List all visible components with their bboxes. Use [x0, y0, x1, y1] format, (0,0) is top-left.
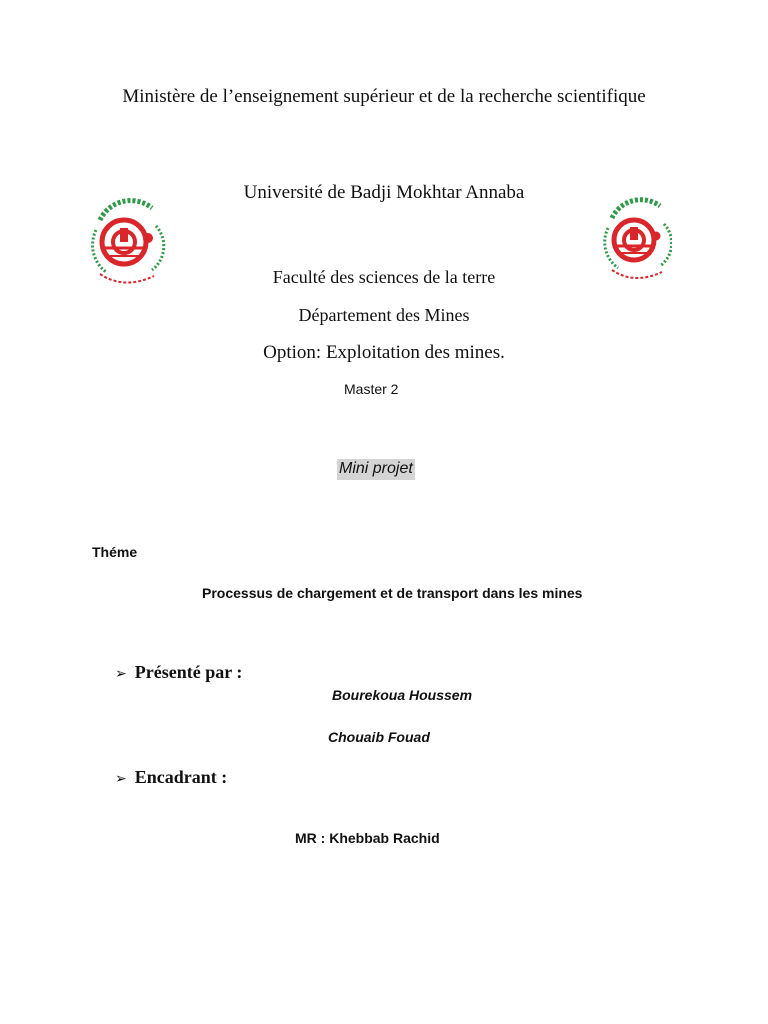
supervisor-heading: [115, 767, 227, 788]
arrow-bullet-icon: ➢: [115, 667, 127, 682]
faculty-name: Faculté des sciences de la terre: [272, 267, 496, 287]
presented-by-heading: [115, 662, 242, 683]
arrow-bullet-icon: ➢: [115, 772, 127, 787]
option-line: Option: Exploitation des mines.: [263, 342, 505, 363]
ministry-title: Ministère de l’enseignement supérieur et de la recherche scientifique: [122, 86, 646, 107]
supervisor-label: Encadrant :: [134, 767, 228, 787]
student-name: Chouaib Fouad: [328, 729, 430, 745]
university-logo-left-icon: [86, 190, 166, 295]
student-name: Bourekoua Houssem: [332, 687, 473, 703]
university-name: Université de Badji Mokhtar Annaba: [243, 182, 525, 203]
university-logo-right-icon: [600, 190, 672, 290]
supervisor-name: MR : Khebbab Rachid: [295, 830, 440, 846]
level-label: Master 2: [344, 381, 399, 397]
department-name: Département des Mines: [298, 305, 470, 325]
project-type-label: Mini projet: [337, 459, 415, 480]
theme-title: Processus de chargement et de transport dans les mines: [202, 585, 583, 601]
theme-label: Théme: [92, 544, 138, 560]
presented-by-label: Présenté par :: [134, 662, 243, 682]
